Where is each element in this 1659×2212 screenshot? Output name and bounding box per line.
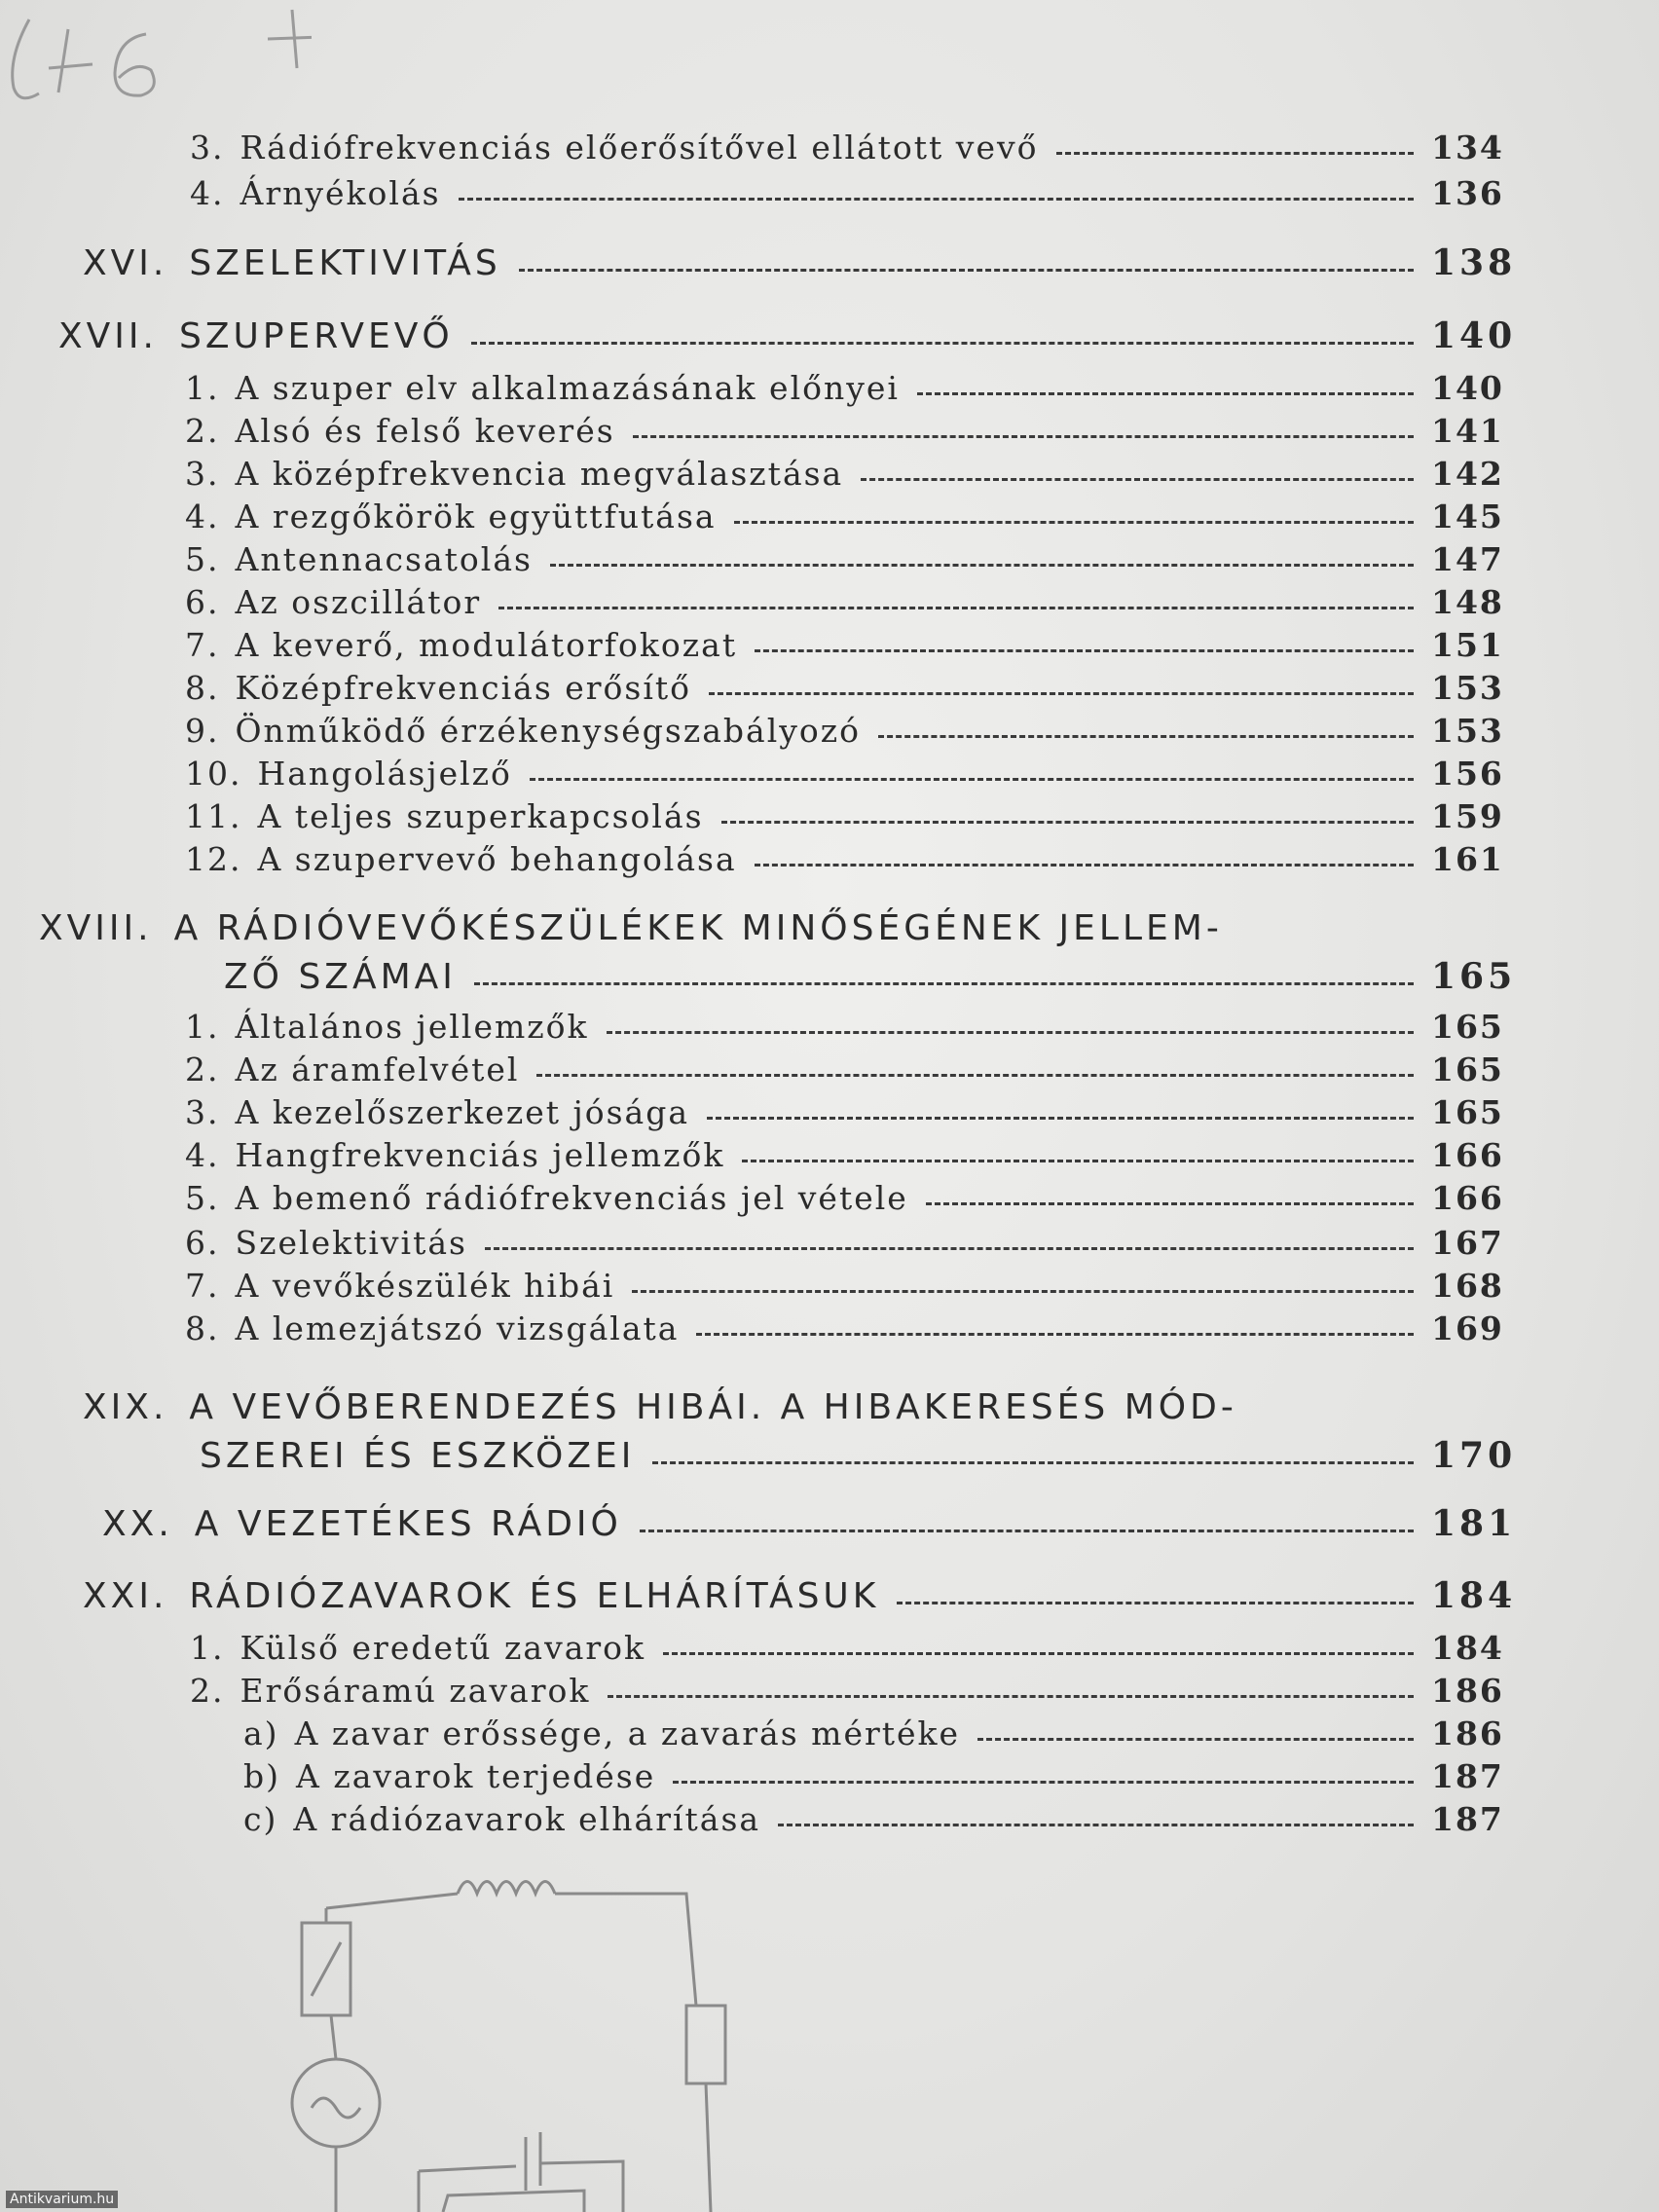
toc-entry-title: A rádiózavarok elhárítása <box>293 1800 761 1838</box>
toc-entry-title: Árnyékolás <box>240 174 441 212</box>
toc-entry-number: XXI. <box>83 1576 168 1616</box>
toc-entry-title: Alsó és felső keverés <box>235 412 615 450</box>
toc-entry-number: XVIII. <box>39 908 153 948</box>
toc-entry-page-number: 159 <box>1431 797 1504 835</box>
toc-entry-page-number: 166 <box>1431 1136 1504 1174</box>
toc-entry-page-number: 140 <box>1431 315 1517 356</box>
toc-entry-page-number: 148 <box>1431 583 1504 621</box>
toc-entry-page-number: 134 <box>1431 129 1504 166</box>
toc-entry-number: XVII. <box>58 316 158 356</box>
toc-entry-page-number: 141 <box>1431 412 1504 450</box>
toc-entry-page-number: 184 <box>1431 1575 1517 1616</box>
toc-entry-title: Hangolásjelző <box>257 755 512 793</box>
toc-entry-title: Szelektivitás <box>235 1224 467 1262</box>
toc-entry-title: A rezgőkörök együttfutása <box>235 498 717 535</box>
toc-entry-title: Általános jellemzők <box>235 1008 589 1046</box>
toc-entry-number: 2. <box>185 1051 220 1088</box>
toc-entry-title: A kezelőszerkezet jósága <box>235 1093 690 1131</box>
toc-entry-number: 2. <box>185 412 220 450</box>
toc-entry-page-number: 184 <box>1431 1629 1504 1667</box>
toc-entry-number: 11. <box>185 797 242 835</box>
toc-entry-number: 1. <box>190 1629 225 1667</box>
toc-entry-title: A zavar erőssége, a zavarás mértéke <box>294 1714 961 1752</box>
toc-entry-title: A zavarok terjedése <box>296 1757 656 1795</box>
toc-entry-title: RÁDIÓZAVAROK ÉS ELHÁRÍTÁSUK <box>189 1576 880 1616</box>
toc-entry-title: A RÁDIÓVEVŐKÉSZÜLÉKEK MINŐSÉGÉNEK JELLEM- <box>173 908 1223 948</box>
toc-entry-page-number: 170 <box>1431 1435 1517 1476</box>
toc-entry-number: XIX. <box>83 1387 168 1427</box>
toc-entry-number: 1. <box>185 369 220 407</box>
toc-entry-number: 4. <box>185 498 220 535</box>
toc-entry-number: 5. <box>185 1179 220 1217</box>
toc-entry-number: c) <box>243 1800 278 1838</box>
toc-entry-number: 10. <box>185 755 242 793</box>
toc-entry-page-number: 169 <box>1431 1309 1504 1347</box>
toc-entry-page-number: 165 <box>1431 1051 1504 1088</box>
toc-entry-number: 5. <box>185 540 220 578</box>
toc-entry-page-number: 156 <box>1431 755 1504 793</box>
toc-entry-page-number: 153 <box>1431 669 1504 707</box>
toc-entry-title: SZUPERVEVŐ <box>178 316 454 356</box>
toc-entry-number: 4. <box>185 1136 220 1174</box>
toc-entry-number: 1. <box>185 1008 220 1046</box>
toc-entry-title: A szuper elv alkalmazásának előnyei <box>235 369 900 407</box>
toc-entry-number: 7. <box>185 1267 220 1305</box>
toc-entry-number: 3. <box>190 129 225 166</box>
toc-entry-number: 3. <box>185 1093 220 1131</box>
toc-entry-number: 12. <box>185 840 242 878</box>
toc-entry-title: A lemezjátszó vizsgálata <box>235 1309 680 1347</box>
toc-entry-title: Az oszcillátor <box>235 583 482 621</box>
toc-entry-number: XVI. <box>83 243 168 283</box>
toc-entry-number: 9. <box>185 712 220 750</box>
toc-entry-page-number: 187 <box>1431 1800 1504 1838</box>
toc-entry-title: A keverő, modulátorfokozat <box>235 626 738 664</box>
toc-entry-number: 8. <box>185 669 220 707</box>
toc-entry-page-number: 167 <box>1431 1224 1504 1262</box>
toc-entry-title: Önműködő érzékenységszabályozó <box>235 712 862 750</box>
toc-entry-page-number: 181 <box>1431 1503 1517 1544</box>
toc-entry-title: Erősáramú zavarok <box>240 1672 591 1710</box>
toc-entry-title: SZELEKTIVITÁS <box>189 243 501 283</box>
toc-entry-page-number: 140 <box>1431 369 1504 407</box>
toc-entry-page-number: 145 <box>1431 498 1504 535</box>
toc-entry-page-number: 166 <box>1431 1179 1504 1217</box>
toc-entry-page-number: 138 <box>1431 242 1517 283</box>
toc-entry-page-number: 147 <box>1431 540 1504 578</box>
toc-entry-title: Rádiófrekvenciás előerősítővel ellátott vevő <box>240 129 1039 166</box>
toc-entry-title: Középfrekvenciás erősítő <box>235 669 692 707</box>
toc-entry-title: A VEZETÉKES RÁDIÓ <box>194 1504 622 1544</box>
toc-entry-number: 3. <box>185 455 220 493</box>
toc-entry-number: 7. <box>185 626 220 664</box>
toc-entry-page-number: 136 <box>1431 174 1504 212</box>
toc-entry-title: A szupervevő behangolása <box>257 840 737 878</box>
toc-entry-page-number: 161 <box>1431 840 1504 878</box>
toc-entry-page-number: 186 <box>1431 1714 1504 1752</box>
toc-entry-title: A vevőkészülék hibái <box>235 1267 615 1305</box>
toc-entry-page-number: 168 <box>1431 1267 1504 1305</box>
toc-entry-title: Az áramfelvétel <box>235 1051 520 1088</box>
watermark: Antikvarium.hu <box>6 2191 118 2208</box>
toc-entry-page-number: 165 <box>1431 1093 1504 1131</box>
toc-entry-number: 8. <box>185 1309 220 1347</box>
toc-entry-page-number: 165 <box>1431 1008 1504 1046</box>
toc-entry-number: 2. <box>190 1672 225 1710</box>
toc-entry-page-number: 186 <box>1431 1672 1504 1710</box>
toc-entry-page-number: 142 <box>1431 455 1504 493</box>
toc-entry-number: 4. <box>190 174 225 212</box>
toc-entry-number: 6. <box>185 583 220 621</box>
toc-entry-title-continued: ZŐ SZÁMAI <box>224 957 457 997</box>
toc-entry-title: A teljes szuperkapcsolás <box>257 797 704 835</box>
toc-entry-page-number: 151 <box>1431 626 1504 664</box>
toc-entry-number: XX. <box>102 1504 173 1544</box>
toc-entry-number: a) <box>243 1714 279 1752</box>
toc-entry-title-continued: SZEREI ÉS ESZKÖZEI <box>200 1436 636 1476</box>
toc-entry-page-number: 165 <box>1431 956 1517 997</box>
toc-entry-number: b) <box>243 1757 280 1795</box>
toc-entry-title: Hangfrekvenciás jellemzők <box>235 1136 725 1174</box>
toc-entry-title: Külső eredetű zavarok <box>240 1629 646 1667</box>
toc-entry-number: 6. <box>185 1224 220 1262</box>
toc-entry-title: A VEVŐBERENDEZÉS HIBÁI. A HIBAKERESÉS MÓD- <box>189 1387 1237 1427</box>
toc-entry-title: A bemenő rádiófrekvenciás jel vétele <box>235 1179 908 1217</box>
toc-entry-page-number: 187 <box>1431 1757 1504 1795</box>
toc-entry-page-number: 153 <box>1431 712 1504 750</box>
toc-entry-title: A középfrekvencia megválasztása <box>235 455 844 493</box>
toc-entry-title: Antennacsatolás <box>235 540 533 578</box>
